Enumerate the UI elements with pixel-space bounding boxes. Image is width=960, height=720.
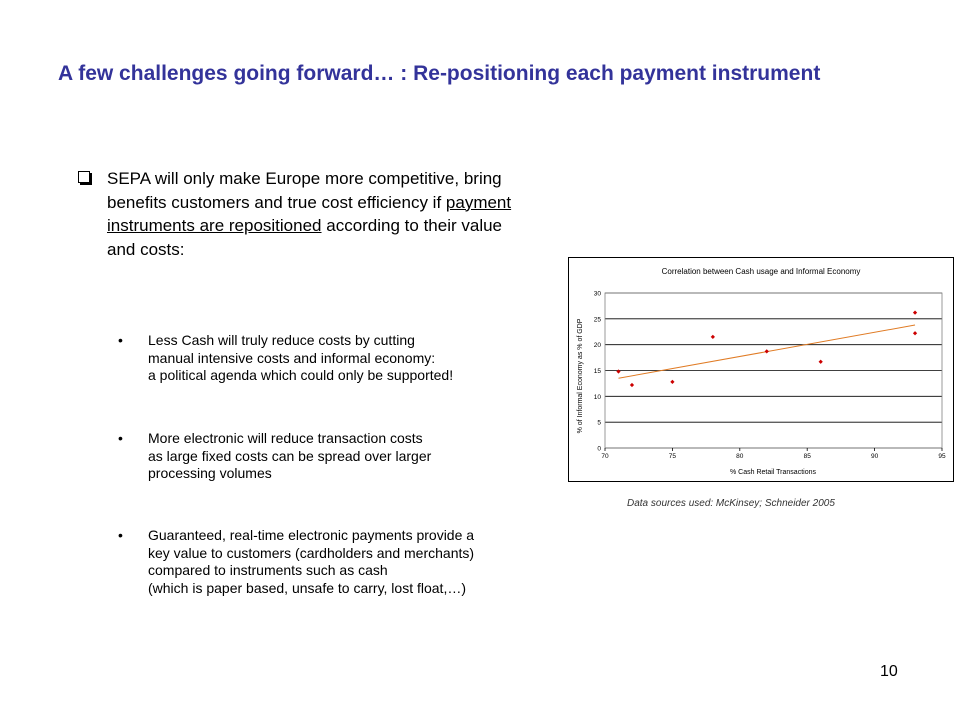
data-point bbox=[616, 369, 620, 373]
bullet-dot-icon: • bbox=[118, 430, 123, 446]
main-bullet-text: SEPA will only make Europe more competitive, bring benefits customers and true cost efficiency if payment instruments are repositioned according to their value and costs: bbox=[107, 169, 512, 259]
y-tick-label: 15 bbox=[593, 368, 601, 375]
underlined-phrase: payment instruments are repositioned bbox=[107, 192, 512, 235]
data-point bbox=[913, 311, 917, 315]
sub-bullet-electronic bbox=[118, 430, 598, 483]
y-tick-label: 30 bbox=[593, 290, 601, 298]
data-point bbox=[913, 331, 917, 335]
sub-bullet-text: More electronic will reduce transaction costs as large fixed costs can be spread over larger processing volumes bbox=[148, 430, 432, 481]
data-point bbox=[819, 360, 823, 364]
x-tick-label: 85 bbox=[803, 453, 811, 460]
x-tick-label: 90 bbox=[870, 453, 879, 460]
main-bullet bbox=[78, 167, 518, 261]
y-tick-label: 5 bbox=[597, 419, 601, 427]
y-tick-label: 10 bbox=[593, 393, 601, 401]
data-point bbox=[670, 380, 674, 384]
y-tick-label: 20 bbox=[593, 342, 601, 350]
scatter-chart bbox=[569, 258, 953, 481]
y-tick-label: 25 bbox=[593, 316, 601, 324]
source-note: Data sources used: McKinsey; Schneider 2005 bbox=[627, 498, 835, 509]
x-tick-label: 75 bbox=[668, 453, 677, 460]
bullet-dot-icon: • bbox=[118, 527, 123, 543]
scatter-chart-frame bbox=[568, 257, 954, 482]
slide-title: A few challenges going forward… : Re-positioning each payment instrument bbox=[58, 62, 821, 85]
x-axis-label: % Cash Retail Transactions bbox=[730, 469, 816, 476]
sub-bullet-text: Guaranteed, real-time electronic payments provide a key value to customers (cardholders and merchants) compared to instruments such as cash (which is paper based, unsafe to carry, lost float,…) bbox=[148, 527, 475, 596]
page-number: 10 bbox=[880, 663, 898, 680]
x-tick-label: 80 bbox=[736, 453, 744, 460]
y-tick-label: 0 bbox=[597, 445, 601, 453]
chart-title: Correlation between Cash usage and Informal Economy bbox=[661, 267, 861, 276]
x-tick-label: 70 bbox=[601, 453, 609, 460]
sub-bullet-cash bbox=[118, 332, 598, 385]
sub-bullet-guaranteed bbox=[118, 527, 598, 597]
x-tick-label: 95 bbox=[938, 453, 946, 460]
data-point bbox=[711, 335, 715, 339]
checkbox-bullet-icon bbox=[78, 171, 90, 183]
bullet-dot-icon: • bbox=[118, 332, 123, 348]
data-point bbox=[630, 383, 634, 387]
sub-bullet-text: Less Cash will truly reduce costs by cutting manual intensive costs and informal economy: a political agenda which could only be supported! bbox=[148, 332, 454, 383]
data-point bbox=[765, 349, 769, 353]
y-axis-label: % of Informal Economy as % of GDP bbox=[577, 318, 584, 434]
